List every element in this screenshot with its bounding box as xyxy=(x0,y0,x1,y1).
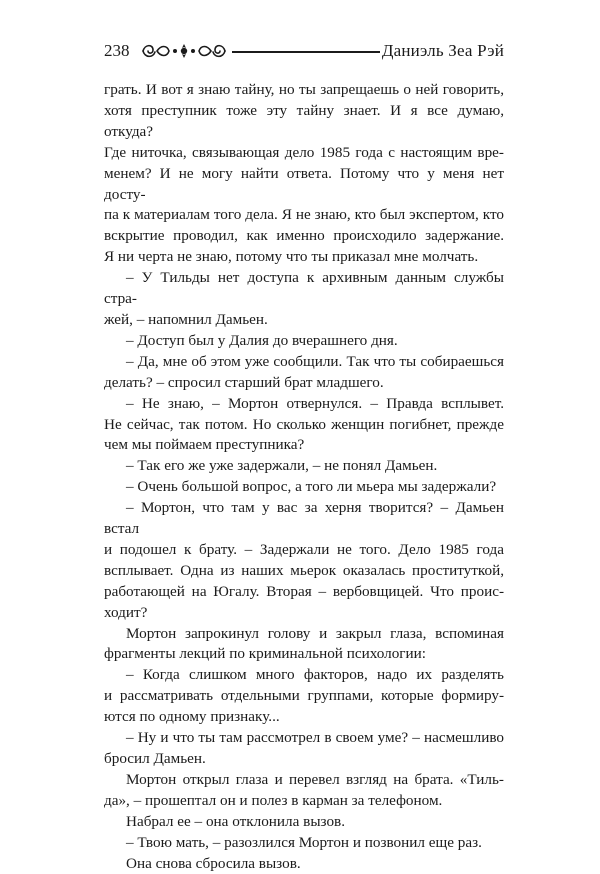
text-line: бросил Дамьен. xyxy=(104,750,206,767)
text-line: делать? – спросил старший брат младшего. xyxy=(104,373,384,391)
text-line: – Так его же уже задержали, – не понял Дамьен. xyxy=(126,457,438,475)
text-line: Где ниточка, связывающая дело 1985 года с настоящим вре- xyxy=(104,143,504,161)
text-line: грать. И вот я знаю тайну, но ты запрещаешь о ней говорить, xyxy=(104,81,504,98)
text-line: чем мы поймаем преступника? xyxy=(104,436,305,454)
text-line: менем? И не могу найти ответа. Потому что у меня нет досту- xyxy=(104,164,504,203)
text-line: жей, – напомнил Дамьен. xyxy=(104,310,268,328)
text-line: Мортон запрокинул голову и закрыл глаза, вспоминая xyxy=(126,624,504,642)
text-line: всплывает. Одна из наших мьерок оказалась проституткой, xyxy=(104,561,504,579)
text-line: Она снова сбросила вызов. xyxy=(126,854,301,872)
text-line: – У Тильды нет доступа к архивным данным службы стра- xyxy=(104,269,504,308)
text-line: Не сейчас, так потом. Но сколько женщин погибнет, прежде xyxy=(104,415,504,433)
text-line: и рассматривать отдельными группами, которые формиру- xyxy=(104,687,504,705)
page-number: 238 xyxy=(104,41,130,60)
text-line: – Не знаю, – Мортон отвернулся. – Правда всплывет. xyxy=(126,394,504,412)
page-header xyxy=(104,40,504,64)
text-line: – Ну и что ты там рассмотрел в своем уме? – насмешливо xyxy=(126,729,504,747)
text-line: Мортон открыл глаза и перевел взгляд на брата. «Тиль- xyxy=(126,770,504,788)
text-line: – Очень большой вопрос, а того ли мьера мы задержали? xyxy=(126,478,497,496)
body-text xyxy=(104,80,504,874)
text-line: ются по одному признаку... xyxy=(104,708,280,726)
text-line: ходит? xyxy=(104,603,148,621)
text-line: – Доступ был у Далия до вчерашнего дня. xyxy=(126,331,398,349)
text-line: Набрал ее – она отклонила вызов. xyxy=(126,812,346,830)
text-line: – Мортон, что там у вас за херня творится? – Дамьен встал xyxy=(104,499,504,538)
text-line: и подошел к брату. – Задержали не того. Дело 1985 года xyxy=(104,540,504,558)
text-line: вскрытие проводил, как именно происходило задержание. xyxy=(104,227,504,245)
text-line: – Когда слишком много факторов, надо их разделять xyxy=(126,666,504,684)
text-line: Я ни черта не знаю, потому что ты приказал мне молчать. xyxy=(104,248,479,266)
text-line: – Твою мать, – разозлился Мортон и позвонил еще раз. xyxy=(126,833,482,851)
text-line: работающей на Югалу. Вторая – вербовщицей. Что проис- xyxy=(104,582,504,600)
text-line: хотя преступник тоже эту тайну знает. И я все думаю, откуда? xyxy=(104,101,504,140)
running-title: Даниэль Зеа Рэй xyxy=(381,41,504,60)
header-rule xyxy=(232,51,380,53)
text-line: да», – прошептал он и полез в карман за телефоном. xyxy=(104,791,443,809)
decorative-flourish-icon xyxy=(139,42,229,60)
text-line: – Да, мне об этом уже сообщили. Так что ты собираешься xyxy=(126,352,504,370)
text-line: фрагменты лекций по криминальной психологии: xyxy=(104,645,426,663)
text-line: па к материалам того дела. Я не знаю, кто был экспертом, кто xyxy=(104,206,504,224)
